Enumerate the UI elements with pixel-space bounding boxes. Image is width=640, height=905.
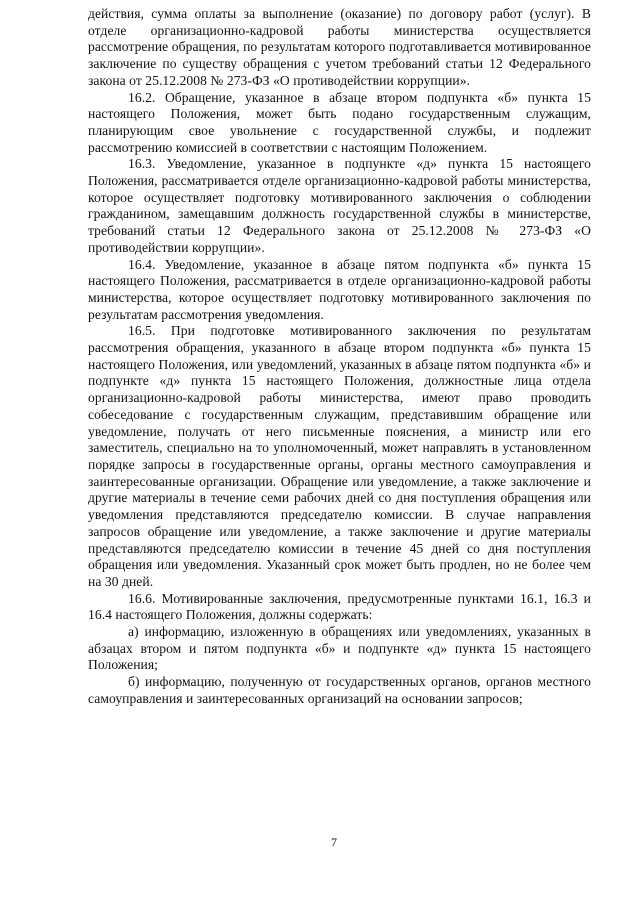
paragraph-item-a: а) информацию, изложенную в обращениях или уведомлениях, указанных в абзацах втором и пятом подпункта «б» и подпункте «д» пункта 15 настоящего Положения; — [88, 624, 591, 673]
page-number: 7 — [331, 835, 337, 849]
paragraph-16-3: 16.3. Уведомление, указанное в подпункте «д» пункта 15 настоящего Положения, рассматривается отделе организационно-кадровой работы министерства, которое осуществляет подготовку мотивированного заключения о соблюдении гражданином, замещавшим должность государственной службы в министерстве, требований статьи 12 Федерального закона от 25.12.2008 № 273-ФЗ «О противодействии коррупции». — [88, 156, 591, 255]
paragraph-continuation: действия, сумма оплаты за выполнение (оказание) по договору работ (услуг). В отделе организационно-кадровой работы министерства осуществляется рассмотрение обращения, по результатам которого подготавливается мотивированное заключение по существу обращения с учетом требований статьи 12 Федерального закона от 25.12.2008 № 273-ФЗ «О противодействии коррупции». — [88, 6, 591, 88]
paragraph-16-2: 16.2. Обращение, указанное в абзаце втором подпункта «б» пункта 15 настоящего Положения, может быть подано государственным служащим, планирующим свое увольнение с государственной службы, и подлежит рассмотрению комиссией в соответствии с настоящим Положением. — [88, 89, 591, 155]
paragraph-16-6: 16.6. Мотивированные заключения, предусмотренные пунктами 16.1, 16.3 и 16.4 настоящего Положения, должны содержать: — [88, 590, 591, 623]
paragraph-item-b: б) информацию, полученную от государственных органов, органов местного самоуправления и заинтересованных организаций на основании запросов; — [88, 674, 591, 706]
paragraph-16-5: 16.5. При подготовке мотивированного заключения по результатам рассмотрения обращения, указанного в абзаце втором подпункта «б» пункта 15 настоящего Положения, или уведомлений, указанных в абзаце пятом подпункта «б» и подпункте «д» пункта 15 настоящего Положения, должностные лица отдела организационно-кадровой работы министерства, имеют право проводить собеседование с государственным служащим, представившим обращение или уведомление, получать от него письменные пояснения, а министр или его заместитель, специально на то уполномоченный, может направлять в установленном порядке запросы в государственные органы, органы местного самоуправления и заинтересованные организации. Обращение или уведомление, а также заключение и другие материалы в течение семи рабочих дней со дня поступления обращения или уведомления представляются председателю комиссии. В случае направления запросов обращение или уведомление, а также заключение и другие материалы представляются председателю комиссии в течение 45 дней со дня поступления обращения или уведомления. Указанный срок может быть продлен, но не более чем на 30 дней. — [88, 323, 591, 589]
document-page — [88, 6, 591, 708]
paragraph-16-4: 16.4. Уведомление, указанное в абзаце пятом подпункта «б» пункта 15 настоящего Положения, рассматривается в отделе организационно-кадровой работы министерства, которое осуществляет подготовку мотивированного заключения по результатам рассмотрения уведомления. — [88, 256, 591, 322]
